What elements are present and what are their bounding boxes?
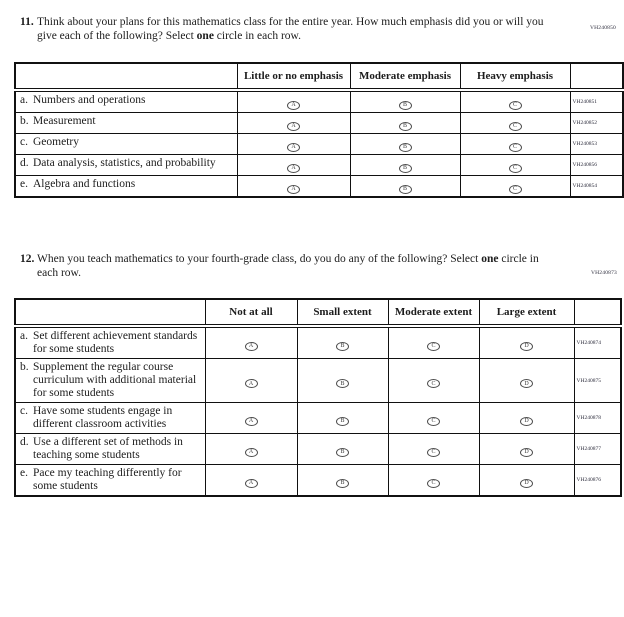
q12-row-c-opt-3 xyxy=(479,403,574,434)
q12-row-c-label xyxy=(15,403,205,434)
q12-row-b xyxy=(15,359,621,403)
questionnaire-page xyxy=(0,15,624,617)
answer-oval[interactable] xyxy=(520,448,533,457)
oval-letter: B xyxy=(402,102,407,108)
oval-letter: A xyxy=(248,480,254,486)
question-12 xyxy=(20,252,624,280)
answer-oval[interactable] xyxy=(336,379,349,388)
oval-letter: A xyxy=(291,102,296,108)
q12-row-e-opt-3 xyxy=(479,465,574,497)
answer-oval[interactable] xyxy=(520,479,533,488)
oval-letter: C xyxy=(512,144,517,150)
question-11-text xyxy=(37,15,545,43)
answer-oval[interactable] xyxy=(336,342,349,351)
q11-row-c-opt-1 xyxy=(350,134,460,155)
q11-col-header-heavy: Heavy emphasis xyxy=(460,63,570,90)
answer-oval[interactable] xyxy=(287,122,300,131)
q12-row-d-opt-0 xyxy=(205,434,297,465)
q12-row-d-opt-2 xyxy=(388,434,479,465)
oval-letter: B xyxy=(340,380,345,387)
q12-col-header-large: Large extent xyxy=(479,299,574,326)
q12-row-c-opt-2 xyxy=(388,403,479,434)
answer-oval[interactable] xyxy=(520,417,533,426)
q11-col-header-moderate: Moderate emphasis xyxy=(350,63,460,90)
row-text: Supplement the regular course curriculum with additional material for some students xyxy=(33,361,197,399)
q11-row-a-opt-0 xyxy=(237,90,350,113)
q12-row-d-label xyxy=(15,434,205,465)
row-text: Numbers and operations xyxy=(33,94,146,106)
row-text: Algebra and functions xyxy=(33,178,136,190)
oval-letter: A xyxy=(248,343,254,349)
answer-oval[interactable] xyxy=(245,479,258,488)
q11-row-c xyxy=(15,134,623,155)
row-text: Geometry xyxy=(33,136,79,148)
answer-oval[interactable] xyxy=(245,448,258,457)
answer-oval[interactable] xyxy=(427,448,440,457)
answer-oval[interactable] xyxy=(287,143,300,152)
q12-row-a-opt-0 xyxy=(205,326,297,359)
answer-oval[interactable] xyxy=(427,342,440,351)
q11-row-a-opt-2 xyxy=(460,90,570,113)
answer-oval[interactable] xyxy=(399,101,412,110)
q12-col-header-moderate: Moderate extent xyxy=(388,299,479,326)
q12-row-b-opt-3 xyxy=(479,359,574,403)
q11-row-b-opt-0 xyxy=(237,113,350,134)
answer-oval[interactable] xyxy=(287,185,300,194)
q12-row-c-opt-0 xyxy=(205,403,297,434)
answer-oval[interactable] xyxy=(399,143,412,152)
row-code: VH240876 xyxy=(574,465,621,497)
q12-row-e-opt-1 xyxy=(297,465,388,497)
oval-letter: D xyxy=(524,343,529,349)
row-code: VH240852 xyxy=(570,113,623,134)
question-12-table xyxy=(14,298,622,497)
oval-letter: D xyxy=(524,380,529,387)
oval-letter: C xyxy=(512,123,517,129)
q11-header-row xyxy=(15,63,623,90)
question-12-text-after: circle in each row. xyxy=(37,253,539,279)
oval-letter: C xyxy=(431,480,436,486)
row-text: Measurement xyxy=(33,115,96,127)
oval-letter: B xyxy=(340,343,345,349)
oval-letter: D xyxy=(524,449,529,455)
q11-row-c-label xyxy=(15,134,237,155)
answer-oval[interactable] xyxy=(287,164,300,173)
q12-header-blank xyxy=(15,299,205,326)
q12-header-code-blank xyxy=(574,299,621,326)
row-code: VH240856 xyxy=(570,155,623,176)
q11-row-e-opt-2 xyxy=(460,176,570,198)
q12-header-row xyxy=(15,299,621,326)
row-letter: a. xyxy=(20,330,28,342)
answer-oval[interactable] xyxy=(336,479,349,488)
answer-oval[interactable] xyxy=(427,479,440,488)
oval-letter: B xyxy=(340,449,345,455)
row-text: Data analysis, statistics, and probability xyxy=(33,157,216,169)
q11-header-code-blank xyxy=(570,63,623,90)
oval-letter: B xyxy=(402,123,407,129)
answer-oval[interactable] xyxy=(287,101,300,110)
q12-row-d-opt-1 xyxy=(297,434,388,465)
row-code: VH240874 xyxy=(574,326,621,359)
question-12-text xyxy=(37,252,545,280)
oval-letter: A xyxy=(291,144,296,150)
row-code: VH240875 xyxy=(574,359,621,403)
oval-letter: C xyxy=(431,343,436,349)
row-letter: c. xyxy=(20,136,28,148)
q11-row-e-opt-0 xyxy=(237,176,350,198)
oval-letter: B xyxy=(340,480,345,486)
q11-header-blank xyxy=(15,63,237,90)
q12-row-e-opt-2 xyxy=(388,465,479,497)
row-letter: e. xyxy=(20,467,28,479)
q11-row-b-opt-2 xyxy=(460,113,570,134)
answer-oval[interactable] xyxy=(336,448,349,457)
q12-row-e xyxy=(15,465,621,497)
oval-letter: B xyxy=(402,144,407,150)
oval-letter: B xyxy=(340,418,345,424)
q12-row-e-opt-0 xyxy=(205,465,297,497)
answer-oval[interactable] xyxy=(427,379,440,388)
answer-oval[interactable] xyxy=(509,122,522,131)
answer-oval[interactable] xyxy=(427,417,440,426)
oval-letter: A xyxy=(248,418,254,424)
row-text: Pace my teaching differently for some students xyxy=(33,467,182,492)
row-text: Have some students engage in different classroom activities xyxy=(33,405,173,430)
question-11-table xyxy=(14,62,624,198)
row-letter: d. xyxy=(20,157,29,169)
q12-row-d-opt-3 xyxy=(479,434,574,465)
oval-letter: C xyxy=(512,186,517,192)
oval-letter: C xyxy=(431,380,436,387)
row-text: Set different achievement standards for some students xyxy=(33,330,198,355)
row-letter: a. xyxy=(20,94,28,106)
q11-row-d-opt-0 xyxy=(237,155,350,176)
q11-col-header-little-or-no: Little or no emphasis xyxy=(237,63,350,90)
q12-row-a-opt-3 xyxy=(479,326,574,359)
row-code: VH240851 xyxy=(570,90,623,113)
question-11-accession-code: VH240850 xyxy=(589,25,616,31)
q11-row-b-opt-1 xyxy=(350,113,460,134)
answer-oval[interactable] xyxy=(509,143,522,152)
q12-row-a xyxy=(15,326,621,359)
answer-oval[interactable] xyxy=(245,417,258,426)
row-code: VH240853 xyxy=(570,134,623,155)
q12-row-a-opt-2 xyxy=(388,326,479,359)
q12-row-a-label xyxy=(15,326,205,359)
q11-row-e xyxy=(15,176,623,198)
oval-letter: B xyxy=(402,186,407,192)
answer-oval[interactable] xyxy=(520,379,533,388)
q12-row-b-opt-1 xyxy=(297,359,388,403)
oval-letter: C xyxy=(431,449,436,455)
question-11-text-after: circle in each row. xyxy=(213,30,301,42)
q12-row-e-label xyxy=(15,465,205,497)
question-12-number: 12. xyxy=(20,253,35,265)
oval-letter: A xyxy=(291,186,296,192)
question-11-text-bold: one xyxy=(196,30,214,42)
q11-row-b xyxy=(15,113,623,134)
q11-row-a-label xyxy=(15,90,237,113)
answer-oval[interactable] xyxy=(509,164,522,173)
row-code: VH240878 xyxy=(574,403,621,434)
q11-row-d-opt-2 xyxy=(460,155,570,176)
oval-letter: A xyxy=(248,380,254,387)
answer-oval[interactable] xyxy=(509,101,522,110)
row-text: Use a different set of methods in teaching some students xyxy=(33,436,183,461)
answer-oval[interactable] xyxy=(520,342,533,351)
q11-row-b-label xyxy=(15,113,237,134)
q11-row-c-opt-2 xyxy=(460,134,570,155)
q11-row-c-opt-0 xyxy=(237,134,350,155)
q11-row-a xyxy=(15,90,623,113)
row-letter: d. xyxy=(20,436,29,448)
row-letter: c. xyxy=(20,405,28,417)
oval-letter: D xyxy=(524,480,529,486)
row-code: VH240877 xyxy=(574,434,621,465)
q12-row-a-opt-1 xyxy=(297,326,388,359)
oval-letter: C xyxy=(512,165,517,171)
oval-letter: A xyxy=(248,449,254,455)
row-code: VH240854 xyxy=(570,176,623,198)
q11-row-d-label xyxy=(15,155,237,176)
q12-row-c-opt-1 xyxy=(297,403,388,434)
q11-row-d-opt-1 xyxy=(350,155,460,176)
answer-oval[interactable] xyxy=(399,122,412,131)
question-11-number: 11. xyxy=(20,16,34,28)
question-12-text-before: When you teach mathematics to your fourth-grade class, do you do any of the following? Select xyxy=(37,253,482,265)
q12-row-c xyxy=(15,403,621,434)
answer-oval[interactable] xyxy=(245,342,258,351)
q11-row-e-opt-1 xyxy=(350,176,460,198)
q12-row-b-opt-0 xyxy=(205,359,297,403)
row-letter: e. xyxy=(20,178,28,190)
q12-col-header-not-at-all: Not at all xyxy=(205,299,297,326)
q11-row-e-label xyxy=(15,176,237,198)
answer-oval[interactable] xyxy=(399,164,412,173)
q12-col-header-small: Small extent xyxy=(297,299,388,326)
q12-row-d xyxy=(15,434,621,465)
answer-oval[interactable] xyxy=(509,185,522,194)
oval-letter: C xyxy=(512,102,517,108)
q11-row-a-opt-1 xyxy=(350,90,460,113)
q12-row-b-label xyxy=(15,359,205,403)
answer-oval[interactable] xyxy=(245,379,258,388)
oval-letter: B xyxy=(402,165,407,171)
row-letter: b. xyxy=(20,361,29,373)
oval-letter: C xyxy=(431,418,436,424)
question-12-accession-code: VH240873 xyxy=(590,270,617,276)
oval-letter: D xyxy=(524,418,529,424)
answer-oval[interactable] xyxy=(399,185,412,194)
answer-oval[interactable] xyxy=(336,417,349,426)
q11-row-d xyxy=(15,155,623,176)
q12-row-b-opt-2 xyxy=(388,359,479,403)
question-11 xyxy=(20,15,624,43)
oval-letter: A xyxy=(291,123,296,129)
oval-letter: A xyxy=(291,165,296,171)
question-11-text-before: Think about your plans for this mathematics class for the entire year. How much emphasis did you or will you give each of the following? Select xyxy=(37,16,544,42)
question-12-text-bold: one xyxy=(481,253,499,265)
row-letter: b. xyxy=(20,115,29,127)
